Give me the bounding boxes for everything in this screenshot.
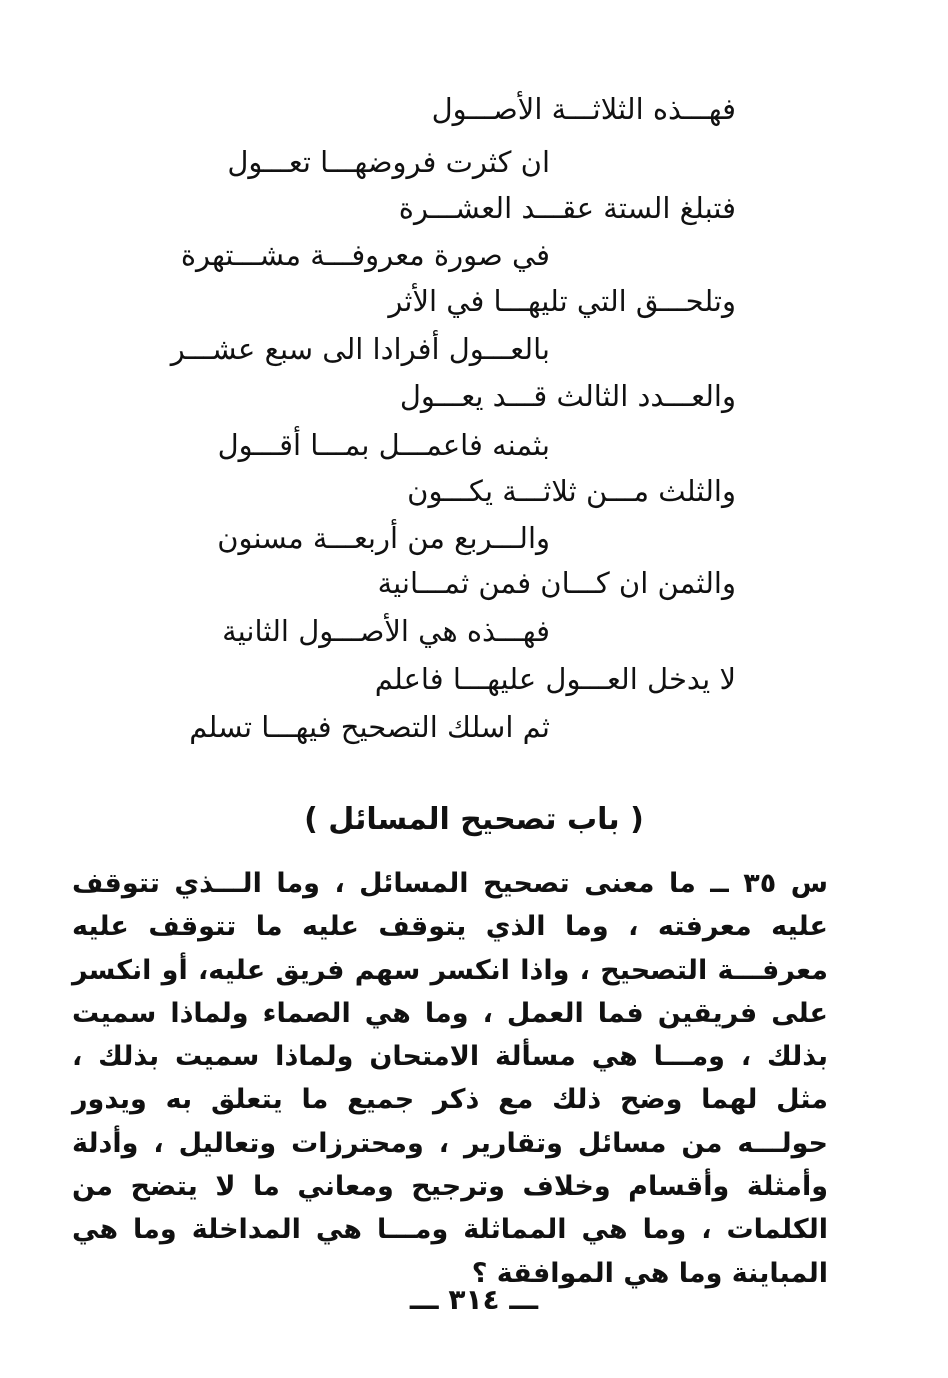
poem-line: فتبلغ الستة عقـــد العشـــرة [398, 191, 736, 225]
poem-line: بثمنه فاعمـــل بمـــا أقـــول [217, 428, 550, 462]
poem-line: والعـــدد الثالث قـــد يعـــول [399, 379, 736, 413]
poem-line: ثم اسلك التصحيح فيهـــا تسلم [189, 710, 550, 744]
poem-line: بالعـــول أفرادا الى سبع عشـــر [170, 332, 550, 366]
poem-line: والـــربع من أربعـــة مسنون [217, 521, 550, 555]
poem-line: فهـــذه الثلاثـــة الأصـــول [431, 92, 736, 126]
poem-line: وتلحـــق التي تليهـــا في الأثر [388, 284, 736, 318]
poem-line: لا يدخل العـــول عليهـــا فاعلم [374, 662, 736, 696]
poem-line: والثمن ان كـــان فمن ثمـــانية [377, 566, 736, 600]
poem-line: فهـــذه هي الأصـــول الثانية [222, 614, 550, 648]
poem-line: والثلث مـــن ثلاثـــة يكـــون [407, 474, 736, 508]
poem-line: ان كثرت فروضهـــا تعـــول [227, 145, 550, 179]
poem-line: في صورة معروفـــة مشـــتهرة [180, 238, 550, 272]
page-number: ـــ ٣١٤ ـــ [409, 1283, 539, 1316]
section-heading: ( باب تصحيح المسائل ) [304, 802, 644, 837]
question-paragraph: س ٣٥ ــ ما معنى تصحيح المسائل ، وما الـــذي تتوقف عليه معرفته ، وما الذي يتوقف عليه ما تتوقف عليه معرفـــة التصحيح ، واذا انكسر سهم فريق عليه، أو انكسر على فريقين فما العمل ، وما هي الصماء ولماذا سميت بذلك ، ومـــا هي مسألة الامتحان ولماذا سميت بذلك ، مثل لهما وضح ذلك مع ذكر جميع ما يتعلق به ويدور حولـــه من مسائل وتقارير ، ومحترزات وتعاليل ، وأدلة وأمثلة وأقسام وخلاف وترجيح ومعاني ما لا يتضح من الكلمات ، وما هي المماثلة ومـــا هي المداخلة وما هي المباينة وما هي الموافقة ؟ [72, 868, 828, 1289]
